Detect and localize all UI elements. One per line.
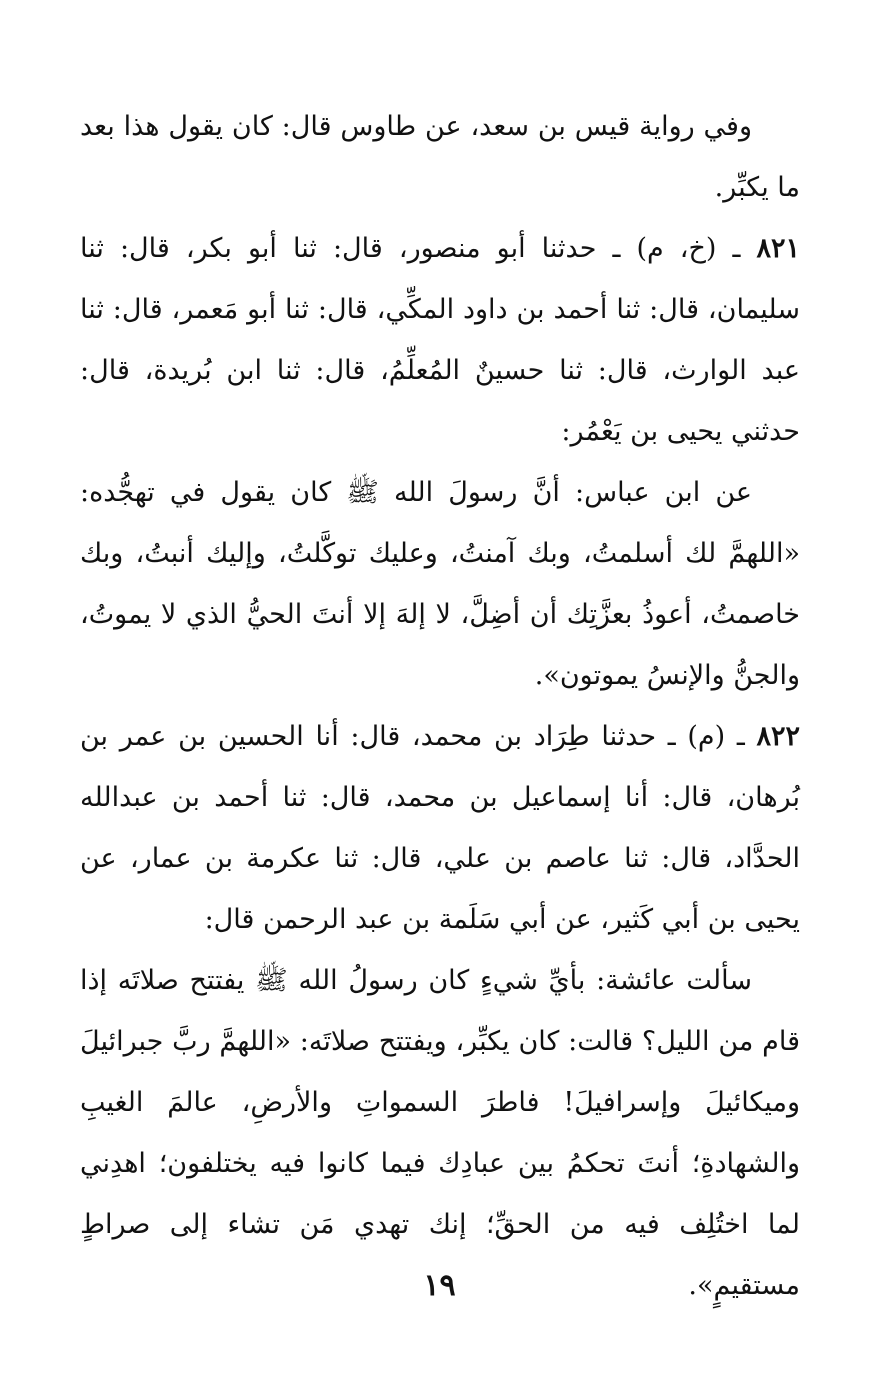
paragraph-text: ـ (خ، م) ـ حدثنا أبو منصور، قال: ثنا أبو بكر، قال: ثنا سليمان، قال: ثنا أحمد بن داود المكِّي، قال: ثنا أبو مَعمر، قال: ثنا عبد الوارث، قال: ثنا حسينٌ المُعلِّمُ، قال: ثنا ابن بُريدة، قال: حدثني يحيى بن يَعْمُر: [80,233,800,447]
hadith-822-matn [80,950,800,1316]
paragraph-text: وفي رواية قيس بن سعد، عن طاوس قال: كان يقول هذا بعد ما يكبِّر. [80,111,800,203]
hadith-number: ٨٢١ [756,233,801,264]
paragraph-text: عن ابن عباس: أنَّ رسولَ الله ﷺ كان يقول في تهجُّده: «اللهمَّ لك أسلمتُ، وبك آمنتُ، وعليك توكَّلتُ، وإليك أنبتُ، وبك خاصمتُ، أعوذُ بعزَّتِك أن أضِلَّ، لا إلهَ إلا أنتَ الحيُّ الذي لا يموتُ، والجنُّ والإنسُ يموتون». [80,477,800,691]
body-text [80,96,800,1316]
hadith-821-chain [80,218,800,462]
page-number: ١٩ [423,1268,456,1303]
paragraph-text: سألت عائشة: بأيِّ شيءٍ كان رسولُ الله ﷺ يفتتح صلاتَه إذا قام من الليل؟ قالت: كان يكبِّر، ويفتتح صلاتَه: «اللهمَّ ربَّ جبرائيلَ وميكائيلَ وإسرافيلَ! فاطرَ السمواتِ والأرضِ، عالمَ الغيبِ والشهادةِ؛ أنتَ تحكمُ بين عبادِك فيما كانوا فيه يختلفون؛ اهدِني لما اختُلِف فيه من الحقِّ؛ إنك تهدي مَن تشاء إلى صراطٍ مستقيمٍ». [80,965,800,1301]
hadith-821-matn [80,462,800,706]
paragraph-text: ـ (م) ـ حدثنا طِرَاد بن محمد، قال: أنا الحسين بن عمر بن بُرهان، قال: أنا إسماعيل بن محمد، قال: ثنا أحمد بن عبدالله الحدَّاد، قال: ثنا عاصم بن علي، قال: ثنا عكرمة بن عمار، عن يحيى بن أبي كَثير، عن أبي سَلَمة بن عبد الرحمن قال: [80,721,800,935]
paragraph-note [80,96,800,218]
hadith-number: ٨٢٢ [756,721,800,752]
hadith-822-chain [80,706,800,950]
